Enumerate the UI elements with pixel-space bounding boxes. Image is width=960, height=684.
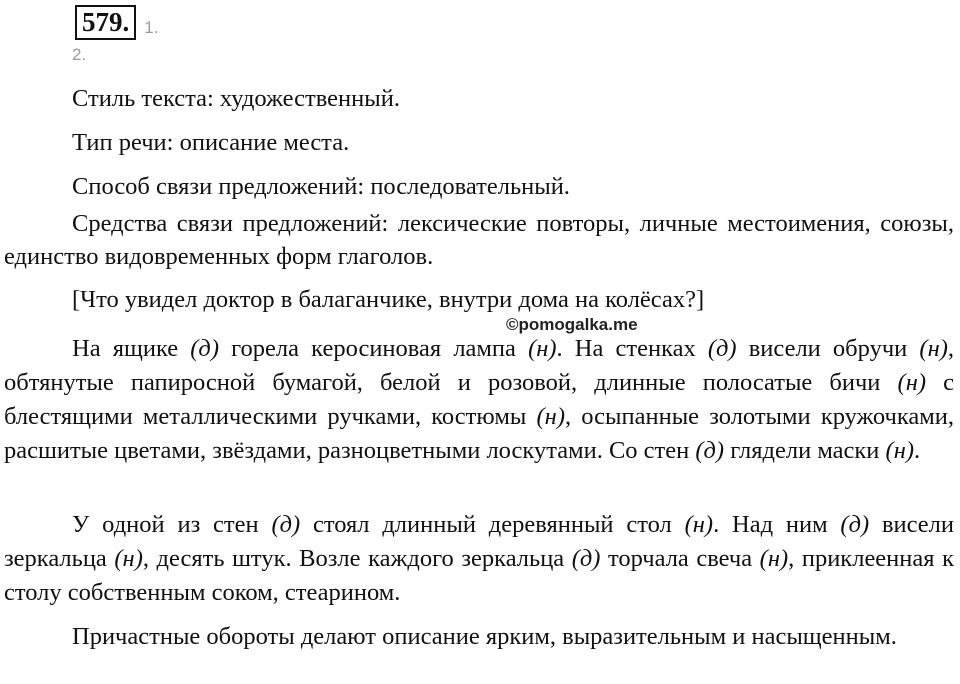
adverbial-mark: (д)	[571, 545, 601, 572]
description-paragraph-1: На ящике (д) горела керосиновая лампа (н). На стенках (д) висели обручи (н), обтянутые папиросной бумагой, белой и розовой, длинные полосатые бичи (н) с блестящими металлическими ручками, костюмы (н), осыпанные золотыми кружочками, расшитые цветами, звёздами, разноцветными лоскутами. Со стен (д) глядели маски (н).	[4, 335, 955, 464]
watermark: ©pomogalka.me	[506, 315, 638, 334]
subject-mark: (н)	[919, 335, 948, 362]
adverbial-mark: (д)	[190, 335, 219, 362]
subject-mark: (н)	[114, 545, 143, 572]
subject-mark: (н)	[528, 335, 557, 362]
subject-mark: (н)	[885, 437, 915, 464]
part-1-label: 1.	[144, 18, 159, 37]
speech-type-line: Тип речи: описание места.	[72, 129, 350, 156]
subject-mark: (н)	[759, 545, 789, 572]
link-means-paragraph: Средства связи предложений: лексические повторы, личные местоимения, союзы, единство видовременных форм глаголов.	[4, 210, 954, 270]
task-header	[75, 4, 158, 40]
text-style-line: Стиль текста: художественный.	[72, 85, 400, 112]
conclusion-paragraph: Причастные обороты делают описание ярким, выразительным и насыщенным.	[72, 623, 897, 650]
adverbial-mark: (д)	[840, 511, 870, 538]
adverbial-mark: (д)	[707, 335, 737, 362]
link-method-line: Способ связи предложений: последовательный.	[72, 173, 570, 200]
adverbial-mark: (д)	[271, 511, 301, 538]
subject-mark: (н)	[684, 511, 714, 538]
question-line: [Что увидел доктор в балаганчике, внутри дома на колёсах?]	[72, 286, 705, 313]
subject-mark: (н)	[897, 369, 927, 396]
task-number: 579.	[75, 5, 136, 40]
description-paragraph-2: У одной из стен (д) стоял длинный деревянный стол (н). Над ним (д) висели зеркальца (н), десять штук. Возле каждого зеркальца (д) торчала свеча (н), приклеенная к столу собственным соком, стеарином.	[4, 511, 955, 606]
part-2-label: 2.	[72, 45, 87, 64]
subject-mark: (н)	[536, 403, 565, 430]
adverbial-mark: (д)	[695, 437, 725, 464]
